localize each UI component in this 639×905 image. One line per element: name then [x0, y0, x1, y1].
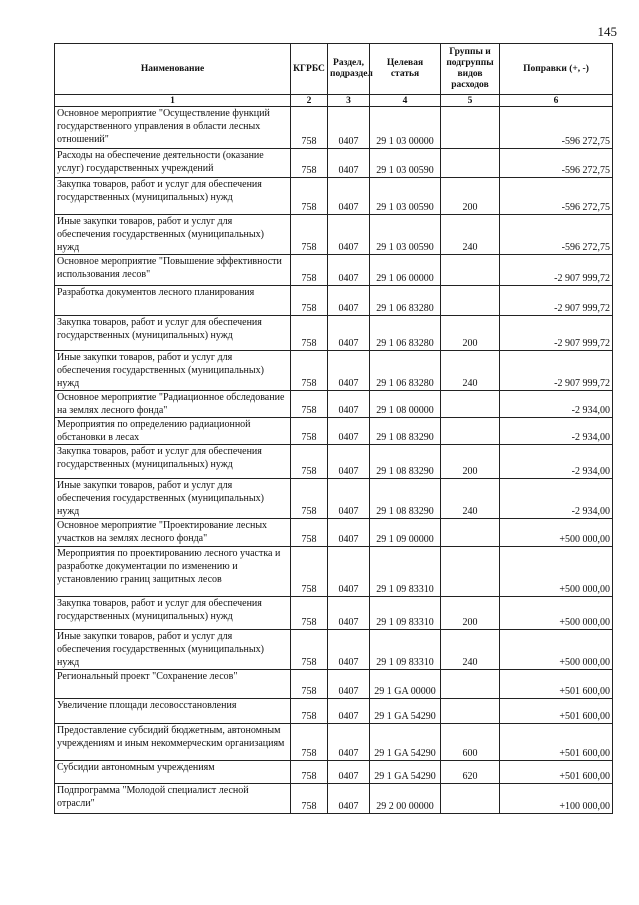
header-groups: Группы и подгруппы видов расходов	[441, 44, 500, 95]
cell-target: 29 2 00 00000	[370, 784, 441, 814]
table-row	[55, 445, 613, 479]
budget-amendments-table	[54, 43, 613, 814]
header-section: Раздел, подраздел	[328, 44, 370, 95]
table-row	[55, 479, 613, 519]
cell-amount: +500 000,00	[500, 597, 613, 630]
column-index-row	[55, 95, 613, 107]
cell-group	[441, 547, 500, 597]
cell-kgrbs: 758	[291, 286, 328, 316]
cell-group	[441, 784, 500, 814]
cell-amount: +500 000,00	[500, 630, 613, 670]
cell-section: 0407	[328, 630, 370, 670]
cell-section: 0407	[328, 597, 370, 630]
cell-section: 0407	[328, 761, 370, 784]
cell-target: 29 1 GA 54290	[370, 761, 441, 784]
column-index: 6	[500, 95, 613, 107]
column-index: 4	[370, 95, 441, 107]
table-row	[55, 418, 613, 445]
cell-name: Закупка товаров, работ и услуг для обеспечения государственных (муниципальных) нужд	[55, 178, 291, 215]
cell-amount: -596 272,75	[500, 107, 613, 149]
cell-target: 29 1 09 83310	[370, 547, 441, 597]
cell-name: Основное мероприятие "Осуществление функций государственного управления в области лесных отношений"	[55, 107, 291, 149]
cell-name: Иные закупки товаров, работ и услуг для обеспечения государственных (муниципальных) нужд	[55, 630, 291, 670]
cell-section: 0407	[328, 445, 370, 479]
column-index: 3	[328, 95, 370, 107]
table-row	[55, 149, 613, 178]
cell-name: Региональный проект "Сохранение лесов"	[55, 670, 291, 699]
cell-kgrbs: 758	[291, 178, 328, 215]
table-row	[55, 761, 613, 784]
column-index: 5	[441, 95, 500, 107]
cell-section: 0407	[328, 215, 370, 255]
page-number: 145	[597, 24, 617, 39]
cell-name: Предоставление субсидий бюджетным, автономным учреждениям и иным некоммерческим организациям	[55, 724, 291, 761]
cell-kgrbs: 758	[291, 107, 328, 149]
cell-section: 0407	[328, 351, 370, 391]
cell-kgrbs: 758	[291, 597, 328, 630]
table-row	[55, 699, 613, 724]
table-row	[55, 630, 613, 670]
cell-amount: -596 272,75	[500, 149, 613, 178]
cell-target: 29 1 03 00590	[370, 178, 441, 215]
column-index: 2	[291, 95, 328, 107]
cell-kgrbs: 758	[291, 630, 328, 670]
cell-target: 29 1 03 00590	[370, 149, 441, 178]
cell-kgrbs: 758	[291, 724, 328, 761]
cell-amount: +500 000,00	[500, 547, 613, 597]
cell-kgrbs: 758	[291, 351, 328, 391]
cell-section: 0407	[328, 784, 370, 814]
cell-group: 240	[441, 351, 500, 391]
table-row	[55, 215, 613, 255]
table-row	[55, 351, 613, 391]
table-row	[55, 519, 613, 547]
header-kgrbs: КГРБС	[291, 44, 328, 95]
cell-amount: -2 907 999,72	[500, 286, 613, 316]
cell-kgrbs: 758	[291, 391, 328, 418]
cell-amount: +501 600,00	[500, 724, 613, 761]
cell-name: Увеличение площади лесовосстановления	[55, 699, 291, 724]
cell-group: 240	[441, 479, 500, 519]
cell-group: 240	[441, 215, 500, 255]
cell-kgrbs: 758	[291, 699, 328, 724]
table-row	[55, 597, 613, 630]
cell-amount: -2 907 999,72	[500, 255, 613, 286]
cell-kgrbs: 758	[291, 215, 328, 255]
cell-section: 0407	[328, 391, 370, 418]
cell-group: 200	[441, 178, 500, 215]
cell-target: 29 1 GA 54290	[370, 724, 441, 761]
cell-target: 29 1 08 00000	[370, 391, 441, 418]
cell-name: Иные закупки товаров, работ и услуг для обеспечения государственных (муниципальных) нужд	[55, 479, 291, 519]
cell-group: 620	[441, 761, 500, 784]
cell-target: 29 1 09 83310	[370, 597, 441, 630]
cell-amount: -596 272,75	[500, 178, 613, 215]
cell-name: Закупка товаров, работ и услуг для обеспечения государственных (муниципальных) нужд	[55, 316, 291, 351]
cell-group: 200	[441, 316, 500, 351]
cell-target: 29 1 09 83310	[370, 630, 441, 670]
cell-section: 0407	[328, 699, 370, 724]
header-target: Целевая статья	[370, 44, 441, 95]
cell-kgrbs: 758	[291, 479, 328, 519]
cell-section: 0407	[328, 670, 370, 699]
cell-target: 29 1 08 83290	[370, 479, 441, 519]
cell-target: 29 1 06 83280	[370, 286, 441, 316]
cell-amount: -2 934,00	[500, 445, 613, 479]
cell-amount: +501 600,00	[500, 699, 613, 724]
cell-section: 0407	[328, 418, 370, 445]
cell-kgrbs: 758	[291, 316, 328, 351]
table-row	[55, 547, 613, 597]
cell-kgrbs: 758	[291, 761, 328, 784]
cell-amount: +501 600,00	[500, 670, 613, 699]
cell-name: Иные закупки товаров, работ и услуг для обеспечения государственных (муниципальных) нужд	[55, 215, 291, 255]
cell-section: 0407	[328, 724, 370, 761]
cell-kgrbs: 758	[291, 670, 328, 699]
cell-kgrbs: 758	[291, 784, 328, 814]
cell-name: Мероприятия по определению радиационной обстановки в лесах	[55, 418, 291, 445]
cell-group: 200	[441, 597, 500, 630]
cell-group	[441, 255, 500, 286]
cell-section: 0407	[328, 286, 370, 316]
cell-group: 240	[441, 630, 500, 670]
cell-kgrbs: 758	[291, 519, 328, 547]
table-row	[55, 670, 613, 699]
table-header-row	[55, 44, 613, 95]
header-name: Наименование	[55, 44, 291, 95]
cell-kgrbs: 758	[291, 418, 328, 445]
cell-name: Основное мероприятие "Радиационное обследование на землях лесного фонда"	[55, 391, 291, 418]
cell-target: 29 1 08 83290	[370, 418, 441, 445]
cell-amount: +500 000,00	[500, 519, 613, 547]
cell-target: 29 1 09 00000	[370, 519, 441, 547]
table-row	[55, 286, 613, 316]
cell-name: Иные закупки товаров, работ и услуг для обеспечения государственных (муниципальных) нужд	[55, 351, 291, 391]
cell-target: 29 1 08 83290	[370, 445, 441, 479]
table-row	[55, 178, 613, 215]
cell-name: Мероприятия по проектированию лесного участка и разработке документации по изменению и установлению границ защитных лесов	[55, 547, 291, 597]
cell-kgrbs: 758	[291, 149, 328, 178]
cell-name: Закупка товаров, работ и услуг для обеспечения государственных (муниципальных) нужд	[55, 597, 291, 630]
cell-section: 0407	[328, 149, 370, 178]
cell-name: Основное мероприятие "Повышение эффективности использования лесов"	[55, 255, 291, 286]
cell-amount: -2 907 999,72	[500, 351, 613, 391]
cell-name: Основное мероприятие "Проектирование лесных участков на землях лесного фонда"	[55, 519, 291, 547]
cell-group	[441, 286, 500, 316]
cell-name: Разработка документов лесного планирования	[55, 286, 291, 316]
cell-amount: -596 272,75	[500, 215, 613, 255]
cell-amount: -2 934,00	[500, 418, 613, 445]
table-row	[55, 724, 613, 761]
cell-group	[441, 699, 500, 724]
cell-section: 0407	[328, 479, 370, 519]
cell-section: 0407	[328, 316, 370, 351]
cell-target: 29 1 03 00590	[370, 215, 441, 255]
cell-group	[441, 391, 500, 418]
cell-group: 600	[441, 724, 500, 761]
cell-section: 0407	[328, 519, 370, 547]
cell-section: 0407	[328, 178, 370, 215]
cell-group	[441, 670, 500, 699]
cell-kgrbs: 758	[291, 547, 328, 597]
cell-target: 29 1 06 83280	[370, 351, 441, 391]
cell-group: 200	[441, 445, 500, 479]
column-index: 1	[55, 95, 291, 107]
cell-target: 29 1 GA 00000	[370, 670, 441, 699]
cell-group	[441, 418, 500, 445]
cell-section: 0407	[328, 547, 370, 597]
cell-amount: +100 000,00	[500, 784, 613, 814]
cell-target: 29 1 03 00000	[370, 107, 441, 149]
cell-kgrbs: 758	[291, 445, 328, 479]
cell-group	[441, 519, 500, 547]
table-row	[55, 255, 613, 286]
cell-group	[441, 149, 500, 178]
table-row	[55, 316, 613, 351]
cell-amount: -2 934,00	[500, 479, 613, 519]
cell-name: Подпрограмма "Молодой специалист лесной отрасли"	[55, 784, 291, 814]
cell-amount: -2 907 999,72	[500, 316, 613, 351]
header-amendments: Поправки (+, -)	[500, 44, 613, 95]
cell-section: 0407	[328, 255, 370, 286]
cell-name: Закупка товаров, работ и услуг для обеспечения государственных (муниципальных) нужд	[55, 445, 291, 479]
cell-group	[441, 107, 500, 149]
cell-amount: +501 600,00	[500, 761, 613, 784]
cell-target: 29 1 GA 54290	[370, 699, 441, 724]
cell-amount: -2 934,00	[500, 391, 613, 418]
cell-name: Расходы на обеспечение деятельности (оказание услуг) государственных учреждений	[55, 149, 291, 178]
cell-kgrbs: 758	[291, 255, 328, 286]
table-row	[55, 107, 613, 149]
cell-name: Субсидии автономным учреждениям	[55, 761, 291, 784]
cell-target: 29 1 06 83280	[370, 316, 441, 351]
cell-target: 29 1 06 00000	[370, 255, 441, 286]
table-row	[55, 391, 613, 418]
cell-section: 0407	[328, 107, 370, 149]
table-row	[55, 784, 613, 814]
